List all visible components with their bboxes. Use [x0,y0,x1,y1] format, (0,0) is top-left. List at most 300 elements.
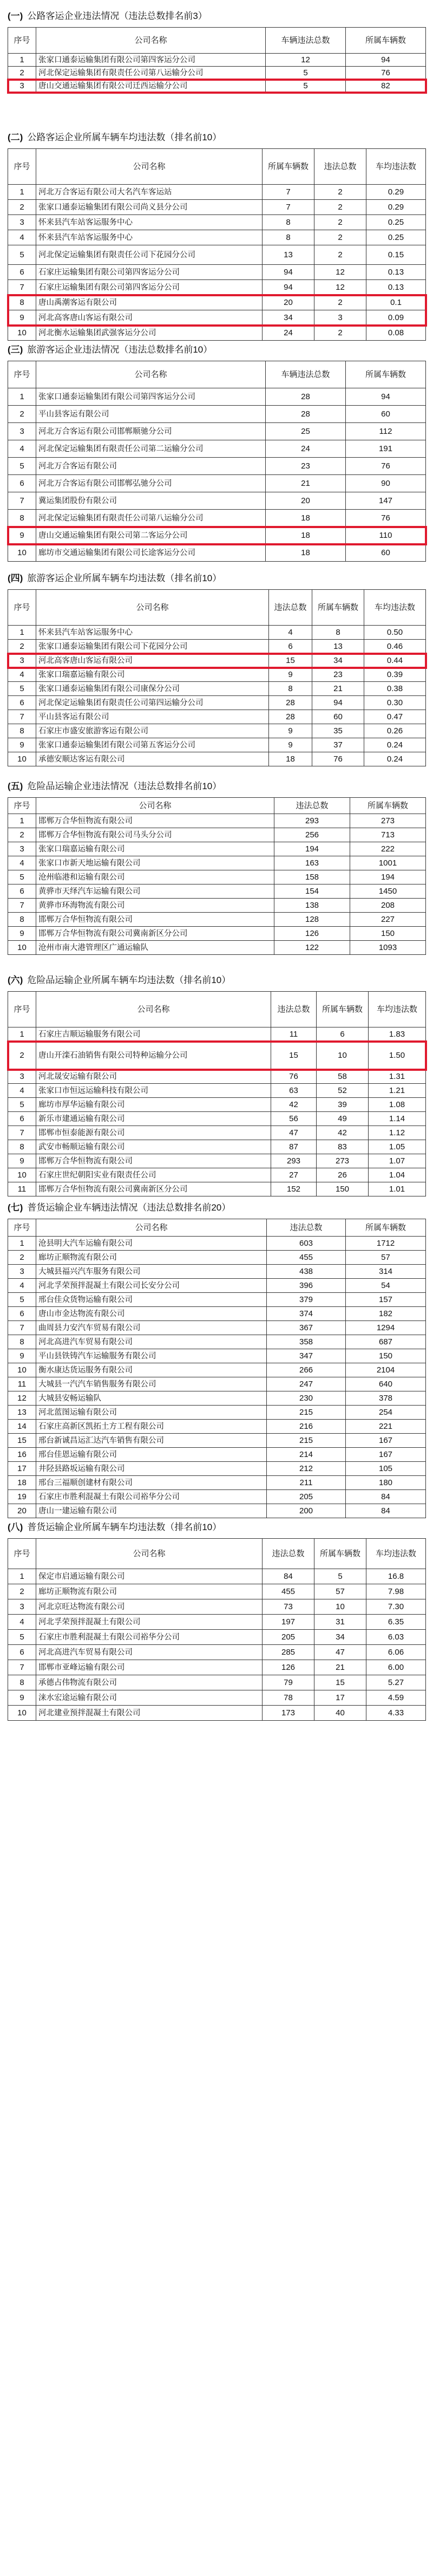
value-cell: 18 [269,752,312,766]
rank-cell: 2 [8,828,36,842]
table-header-row [8,28,426,54]
value-cell: 256 [274,828,350,842]
company-name-cell: 河北万合客运有限公司邯郸弘驰分公司 [36,475,266,492]
company-name-cell: 河北高客唐山客运有限公司 [36,654,269,668]
rank-cell: 3 [8,1070,36,1084]
data-table [8,1538,426,1721]
rank-cell: 10 [8,326,36,341]
value-cell: 603 [267,1237,346,1251]
section-7 [8,1197,425,1518]
rank-cell: 14 [8,1420,36,1434]
value-cell: 16.8 [366,1569,426,1584]
rank-cell: 4 [8,230,36,245]
company-name-cell: 邯郸万合华恒物流有限公司 [36,913,274,927]
value-cell: 78 [263,1690,314,1706]
value-cell: 2 [314,185,366,200]
table-row [8,1168,426,1182]
rank-cell: 8 [8,1140,36,1154]
value-cell: 158 [274,870,350,884]
value-cell: 0.25 [366,215,426,230]
table-row [8,510,426,527]
value-cell: 94 [263,265,314,280]
value-cell: 713 [350,828,426,842]
rank-cell: 9 [8,738,36,752]
table-row [8,1084,426,1098]
company-name-cell: 张家口通泰运输集团有限公司第四客运分公司 [36,54,266,67]
company-name-cell: 唐山开滦石油销售有限公司特种运输分公司 [36,1042,271,1070]
company-name-cell: 武安市畅顺运输有限公司 [36,1140,271,1154]
column-header: 序号 [8,28,36,54]
table-row [8,696,426,710]
rank-cell: 4 [8,440,36,458]
rank-cell: 10 [8,1363,36,1377]
rank-cell: 4 [8,1279,36,1293]
data-table [8,589,426,766]
value-cell: 0.39 [364,668,426,682]
company-name-cell: 石家庄吉顺运输服务有限公司 [36,1027,271,1042]
rank-cell: 8 [8,295,36,310]
value-cell: 0.09 [366,310,426,326]
value-cell: 6.00 [366,1660,426,1675]
value-cell: 90 [346,475,426,492]
value-cell: 128 [274,913,350,927]
company-name-cell: 邯郸万合华恒物流有限公司 [36,814,274,828]
value-cell: 221 [346,1420,426,1434]
table-row [8,215,426,230]
company-name-cell: 邯郸万合华恒物流有限公司马头分公司 [36,828,274,842]
company-name-cell: 张家口市恒远运输科技有限公司 [36,1084,271,1098]
column-header: 序号 [8,1539,36,1569]
company-name-cell: 石家庄市胜利混凝土有限公司裕华分公司 [36,1630,263,1645]
company-name-cell: 承德占伟物流有限公司 [36,1675,263,1690]
rank-cell: 4 [8,1615,36,1630]
value-cell: 379 [267,1293,346,1307]
table-row [8,527,426,544]
company-name-cell: 河北高客唐山客运有限公司 [36,310,263,326]
value-cell: 1.31 [369,1070,426,1084]
value-cell: 347 [267,1349,346,1363]
value-cell: 154 [274,884,350,899]
company-name-cell: 黄骅市天绎汽车运输有限公司 [36,884,274,899]
value-cell: 34 [263,310,314,326]
rank-cell: 3 [8,80,36,93]
company-name-cell: 河北晟安运输有限公司 [36,1070,271,1084]
value-cell: 374 [267,1307,346,1321]
table-row [8,1420,426,1434]
value-cell: 6.06 [366,1645,426,1660]
rank-cell: 1 [8,388,36,406]
value-cell: 76 [346,510,426,527]
value-cell: 0.50 [364,626,426,640]
value-cell: 8 [312,626,364,640]
column-header: 所属车辆数 [263,149,314,185]
value-cell: 314 [346,1265,426,1279]
table-row [8,1706,426,1721]
value-cell: 6.03 [366,1630,426,1645]
table-row [8,1363,426,1377]
value-cell: 57 [314,1584,366,1599]
rank-cell: 8 [8,1675,36,1690]
rank-cell: 6 [8,696,36,710]
table-row [8,1126,426,1140]
value-cell: 191 [346,440,426,458]
section-5 [8,776,425,955]
value-cell: 60 [312,710,364,724]
table-row [8,1140,426,1154]
value-cell: 640 [346,1377,426,1391]
rank-cell: 9 [8,927,36,941]
value-cell: 7 [263,200,314,215]
section-number: (四) [8,573,23,583]
company-name-cell: 张家口瑞嘉运输有限公司 [36,842,274,856]
column-header: 所属车辆数 [312,590,364,626]
rank-cell: 6 [8,884,36,899]
value-cell: 150 [317,1182,369,1196]
table-row [8,1293,426,1307]
company-name-cell: 河北保定运输集团有限责任公司下花园分公司 [36,245,263,265]
company-name-cell: 河北保定运输集团有限责任公司第二运输分公司 [36,440,266,458]
table-header-row [8,992,426,1027]
value-cell: 11 [271,1027,317,1042]
company-name-cell: 井陉县路坂运输有限公司 [36,1462,267,1476]
table-row [8,927,426,941]
table-header-row [8,1539,426,1569]
table-row [8,842,426,856]
data-table [8,148,426,341]
company-name-cell: 张家口瑞嘉运输有限公司 [36,668,269,682]
value-cell: 8 [263,230,314,245]
value-cell: 2 [314,245,366,265]
table-row [8,230,426,245]
value-cell: 138 [274,899,350,913]
rank-cell: 5 [8,458,36,475]
value-cell: 7.98 [366,1584,426,1599]
column-header: 公司名称 [36,361,266,388]
section-title-text: 旅游客运企业违法情况（违法总数排名前10） [27,344,213,355]
company-name-cell: 唐山交通运输集团有限公司迁西运输分公司 [36,80,266,93]
value-cell: 200 [267,1504,346,1518]
rank-cell: 6 [8,1112,36,1126]
value-cell: 396 [267,1279,346,1293]
rank-cell: 4 [8,668,36,682]
value-cell: 194 [350,870,426,884]
section-number: (七) [8,1202,23,1213]
value-cell: 54 [346,1279,426,1293]
value-cell: 5 [314,1569,366,1584]
table-row [8,1349,426,1363]
value-cell: 58 [317,1070,369,1084]
table-row [8,1434,426,1448]
company-name-cell: 邯郸万合华恒物流有限公司 [36,1154,271,1168]
table-row [8,1042,426,1070]
section-8 [8,1517,425,1721]
value-cell: 2 [314,215,366,230]
column-header: 违法总数 [271,992,317,1027]
column-header: 违法总数 [274,798,350,814]
value-cell: 1001 [350,856,426,870]
value-cell: 28 [269,710,312,724]
column-header: 所属车辆数 [346,361,426,388]
rank-cell: 19 [8,1490,36,1504]
value-cell: 76 [271,1070,317,1084]
value-cell: 60 [346,544,426,562]
company-name-cell: 邯郸万合华恒物流有限公司冀南新区分公司 [36,927,274,941]
company-name-cell: 石家庄世纪朝阳实业有限责任公司 [36,1168,271,1182]
company-name-cell: 沧州临港和运输有限公司 [36,870,274,884]
column-header: 序号 [8,149,36,185]
value-cell: 24 [266,440,346,458]
rank-cell: 1 [8,814,36,828]
company-name-cell: 涞水宏途运输有限公司 [36,1690,263,1706]
company-name-cell: 邢台三福顺创建材有限公司 [36,1476,267,1490]
table-row [8,668,426,682]
company-name-cell: 怀来县汽车站客运服务中心 [36,230,263,245]
section-title-text: 危险品运输企业所属车辆车均违法数（排名前10） [27,975,231,985]
rank-cell: 12 [8,1391,36,1406]
value-cell: 94 [346,54,426,67]
section-number: (二) [8,132,23,142]
table-row [8,1462,426,1476]
value-cell: 254 [346,1406,426,1420]
value-cell: 31 [314,1615,366,1630]
value-cell: 79 [263,1675,314,1690]
section-6 [8,970,425,1196]
value-cell: 182 [346,1307,426,1321]
value-cell: 214 [267,1448,346,1462]
column-header: 车辆违法总数 [266,361,346,388]
table-row [8,828,426,842]
value-cell: 15 [314,1675,366,1690]
company-name-cell: 河北孚荣预拌混凝土有限公司长安分公司 [36,1279,267,1293]
company-name-cell: 邢台新诚昌运汇达汽车销售有限公司 [36,1434,267,1448]
rank-cell: 8 [8,913,36,927]
data-table [8,991,426,1196]
value-cell: 1.08 [369,1098,426,1112]
section-title [8,1197,425,1219]
value-cell: 126 [263,1660,314,1675]
company-name-cell: 大城县福兴汽车服务有限公司 [36,1265,267,1279]
value-cell: 17 [314,1690,366,1706]
table-row [8,1615,426,1630]
table-row [8,475,426,492]
rank-cell: 7 [8,1126,36,1140]
value-cell: 1712 [346,1237,426,1251]
company-name-cell: 邯郸市恒泰能源有限公司 [36,1126,271,1140]
value-cell: 0.38 [364,682,426,696]
table-header-row [8,590,426,626]
rank-cell: 3 [8,1599,36,1615]
value-cell: 57 [346,1251,426,1265]
rank-cell: 2 [8,1251,36,1265]
value-cell: 110 [346,527,426,544]
column-header: 公司名称 [36,1539,263,1569]
value-cell: 12 [314,280,366,295]
value-cell: 15 [269,654,312,668]
value-cell: 18 [266,510,346,527]
section-2 [8,127,425,341]
table-row [8,295,426,310]
rank-cell: 3 [8,423,36,440]
section-title [8,970,425,991]
section-3 [8,339,425,562]
value-cell: 76 [346,458,426,475]
section-title-text: 危险品运输企业违法情况（违法总数排名前10） [27,781,222,791]
value-cell: 0.26 [364,724,426,738]
rank-cell: 2 [8,640,36,654]
value-cell: 28 [266,388,346,406]
company-name-cell: 张家口通泰运输集团有限公司尚义县分公司 [36,200,263,215]
rank-cell: 9 [8,527,36,544]
value-cell: 18 [266,527,346,544]
rank-cell: 4 [8,856,36,870]
company-name-cell: 保定市启通运输有限公司 [36,1569,263,1584]
company-name-cell: 张家口市新天地运输有限公司 [36,856,274,870]
company-name-cell: 邯郸市亚峰运输有限公司 [36,1660,263,1675]
company-name-cell: 衡水康达货运服务有限公司 [36,1363,267,1377]
column-header: 所属车辆数 [350,798,426,814]
table-row [8,1265,426,1279]
value-cell: 21 [314,1660,366,1675]
value-cell: 215 [267,1406,346,1420]
value-cell: 94 [312,696,364,710]
rank-cell: 10 [8,544,36,562]
value-cell: 84 [346,1490,426,1504]
value-cell: 4.33 [366,1706,426,1721]
value-cell: 9 [269,668,312,682]
column-header: 公司名称 [36,992,271,1027]
value-cell: 42 [271,1098,317,1112]
value-cell: 0.44 [364,654,426,668]
value-cell: 94 [346,388,426,406]
value-cell: 293 [271,1154,317,1168]
table-row [8,899,426,913]
company-name-cell: 张家口通泰运输集团有限公司康保分公司 [36,682,269,696]
value-cell: 378 [346,1391,426,1406]
column-header: 违法总数 [267,1219,346,1237]
table-header-row [8,1219,426,1237]
value-cell: 0.1 [366,295,426,310]
rank-cell: 9 [8,310,36,326]
rank-cell: 1 [8,54,36,67]
table-row [8,1391,426,1406]
company-name-cell: 承德安顺达客运有限公司 [36,752,269,766]
company-name-cell: 曲周县力安汽车贸易有限公司 [36,1321,267,1335]
value-cell: 5.27 [366,1675,426,1690]
rank-cell: 7 [8,1660,36,1675]
value-cell: 76 [312,752,364,766]
value-cell: 1.04 [369,1168,426,1182]
section-title [8,339,425,361]
value-cell: 1.05 [369,1140,426,1154]
value-cell: 0.08 [366,326,426,341]
section-title-text: 公路客运企业违法情况（违法总数排名前3） [27,11,207,21]
column-header: 违法总数 [314,149,366,185]
section-title-text: 公路客运企业所属车辆车均违法数（排名前10） [27,132,222,142]
rank-cell: 10 [8,1706,36,1721]
value-cell: 26 [317,1168,369,1182]
value-cell: 7.30 [366,1599,426,1615]
value-cell: 1.21 [369,1084,426,1098]
table-row [8,682,426,696]
value-cell: 1.14 [369,1112,426,1126]
table-row [8,1690,426,1706]
table-row [8,1448,426,1462]
rank-cell: 5 [8,1630,36,1645]
table-row [8,1335,426,1349]
value-cell: 216 [267,1420,346,1434]
table-row [8,1307,426,1321]
rank-cell: 2 [8,406,36,423]
table-row [8,1569,426,1584]
table-row [8,752,426,766]
column-header: 车辆违法总数 [266,28,346,54]
section-title-text: 普货运输企业车辆违法情况（违法总数排名前20） [27,1202,231,1213]
value-cell: 358 [267,1335,346,1349]
value-cell: 39 [317,1098,369,1112]
table-row [8,492,426,510]
table-row [8,913,426,927]
rank-cell: 10 [8,941,36,955]
rank-cell: 2 [8,67,36,80]
table-row [8,1406,426,1420]
value-cell: 47 [271,1126,317,1140]
value-cell: 227 [350,913,426,927]
rank-cell: 1 [8,1569,36,1584]
rank-cell: 6 [8,475,36,492]
company-name-cell: 河北京旺达物流有限公司 [36,1599,263,1615]
value-cell: 28 [269,696,312,710]
value-cell: 0.30 [364,696,426,710]
table-row [8,654,426,668]
table-row [8,1584,426,1599]
table-row [8,724,426,738]
value-cell: 1093 [350,941,426,955]
value-cell: 84 [263,1569,314,1584]
value-cell: 52 [317,1084,369,1098]
rank-cell: 15 [8,1434,36,1448]
table-header-row [8,149,426,185]
company-name-cell: 平山县铁铸汽车运输服务有限公司 [36,1349,267,1363]
table-row [8,1490,426,1504]
rank-cell: 7 [8,492,36,510]
rank-cell: 4 [8,1084,36,1098]
table-row [8,423,426,440]
table-row [8,626,426,640]
column-header: 所属车辆数 [346,1219,426,1237]
value-cell: 0.15 [366,245,426,265]
table-row [8,1027,426,1042]
column-header: 序号 [8,798,36,814]
column-header: 违法总数 [263,1539,314,1569]
company-name-cell: 邢台佳恩运输有限公司 [36,1448,267,1462]
rank-cell: 3 [8,654,36,668]
rank-cell: 6 [8,265,36,280]
value-cell: 167 [346,1434,426,1448]
value-cell: 10 [317,1042,369,1070]
value-cell: 35 [312,724,364,738]
column-header: 所属车辆数 [317,992,369,1027]
value-cell: 82 [346,80,426,93]
table-row [8,280,426,295]
value-cell: 1294 [346,1321,426,1335]
value-cell: 23 [266,458,346,475]
value-cell: 63 [271,1084,317,1098]
table-row [8,1645,426,1660]
rank-cell: 9 [8,1690,36,1706]
value-cell: 455 [263,1584,314,1599]
section-title [8,1517,425,1538]
table-row [8,326,426,341]
